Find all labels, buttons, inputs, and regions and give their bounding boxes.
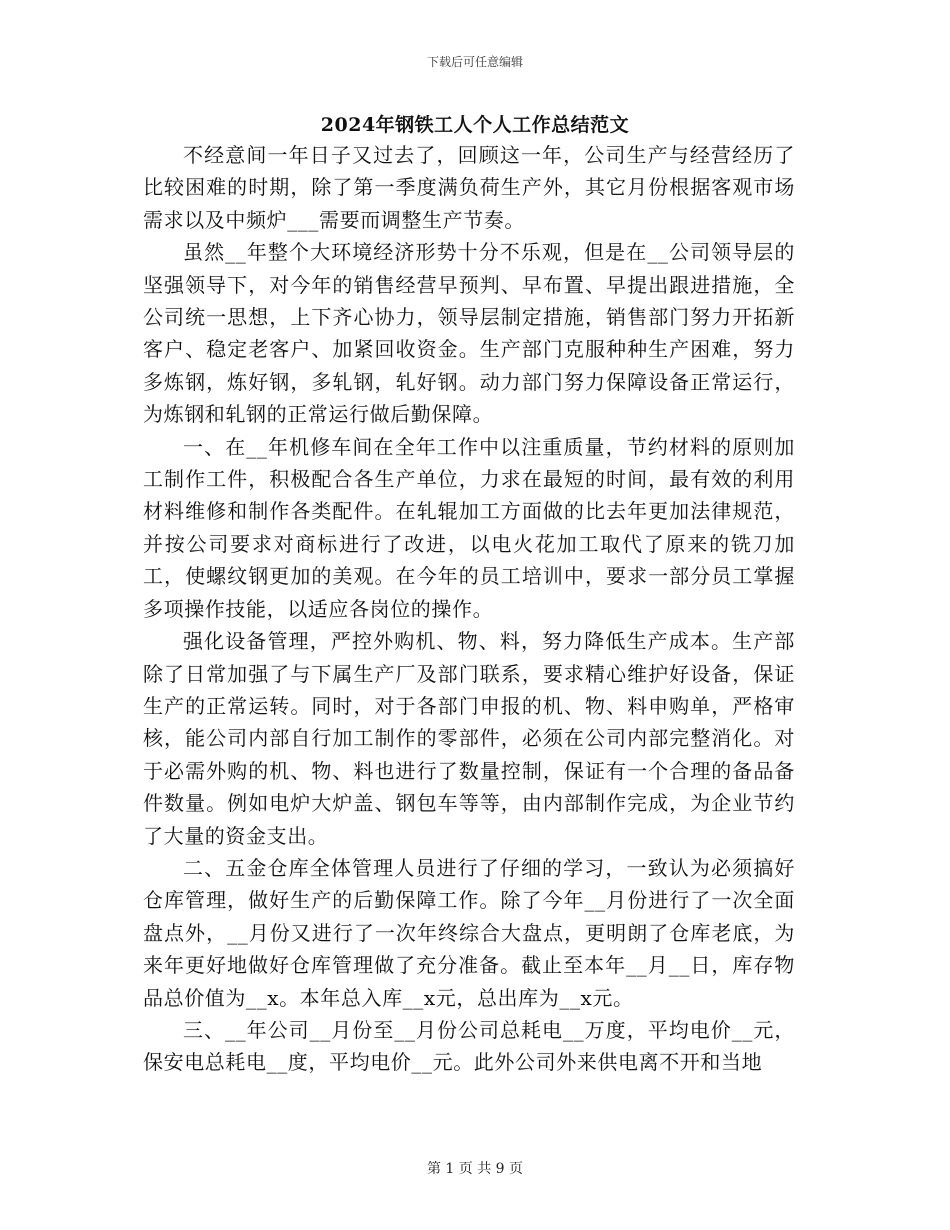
paragraph-2: 虽然__年整个大环境经济形势十分不乐观，但是在__公司领导层的坚强领导下，对今年的销售经营早预判、早布置、早提出跟进措施，全公司统一思想，上下齐心协力，领导层制定措施，销售部门努力开拓新客户、稳定老客户、加紧回收资金。生产部门克服种种生产困难，努力多炼钢，炼好钢，多轧钢，轧好钢。动力部门努力保障设备正常运行，为炼钢和轧钢的正常运行做后勤保障。 — [143, 240, 795, 427]
paragraph-4: 强化设备管理，严控外购机、物、料，努力降低生产成本。生产部除了日常加强了与下属生产厂及部门联系，要求精心维护好设备，保证生产的正常运转。同时，对于各部门申报的机、物、料申购单，严格审核，能公司内部自行加工制作的零部件，必须在公司内部完整消化。对于必需外购的机、物、料也进行了数量控制，保证有一个合理的备品备件数量。例如电炉大炉盖、钢包车等等，由内部制作完成，为企业节约了大量的资金支出。 — [143, 629, 795, 848]
page-number: 第 1 页 共 9 页 — [426, 1161, 524, 1177]
paragraph-3: 一、在__年机修车间在全年工作中以注重质量，节约材料的原则加工制作工件，积极配合各生产单位，力求在最短的时间，最有效的利用材料维修和制作各类配件。在轧辊加工方面做的比去年更加法律规范，并按公司要求对商标进行了改进，以电火花加工取代了原来的铣刀加工，使螺纹钢更加的美观。在今年的员工培训中，要求一部分员工掌握多项操作技能，以适应各岗位的操作。 — [143, 434, 795, 621]
header-note: 下载后可任意编辑 — [426, 55, 523, 69]
document-title: 2024年钢铁工人个人工作总结范文 — [320, 114, 630, 136]
document-body — [143, 139, 795, 1079]
paragraph-1: 不经意间一年日子又过去了，回顾这一年，公司生产与经营经历了比较困难的时期，除了第一季度满负荷生产外，其它月份根据客观市场需求以及中频炉___需要而调整生产节奏。 — [143, 143, 795, 232]
paragraph-6: 三、__年公司__月份至__月份公司总耗电__万度，平均电价__元，保安电总耗电__度，平均电价__元。此外公司外来供电离不开和当地 — [143, 1017, 795, 1075]
paragraph-5: 二、五金仓库全体管理人员进行了仔细的学习，一致认为必须搞好仓库管理，做好生产的后勤保障工作。除了今年__月份进行了一次全面盘点外，__月份又进行了一次年终综合大盘点，更明朗了仓库老底，为来年更好地做好仓库管理做了充分准备。截止至本年__月__日，库存物品总价值为__x。本年总入库__x元，总出库为__x元。 — [143, 855, 795, 1010]
